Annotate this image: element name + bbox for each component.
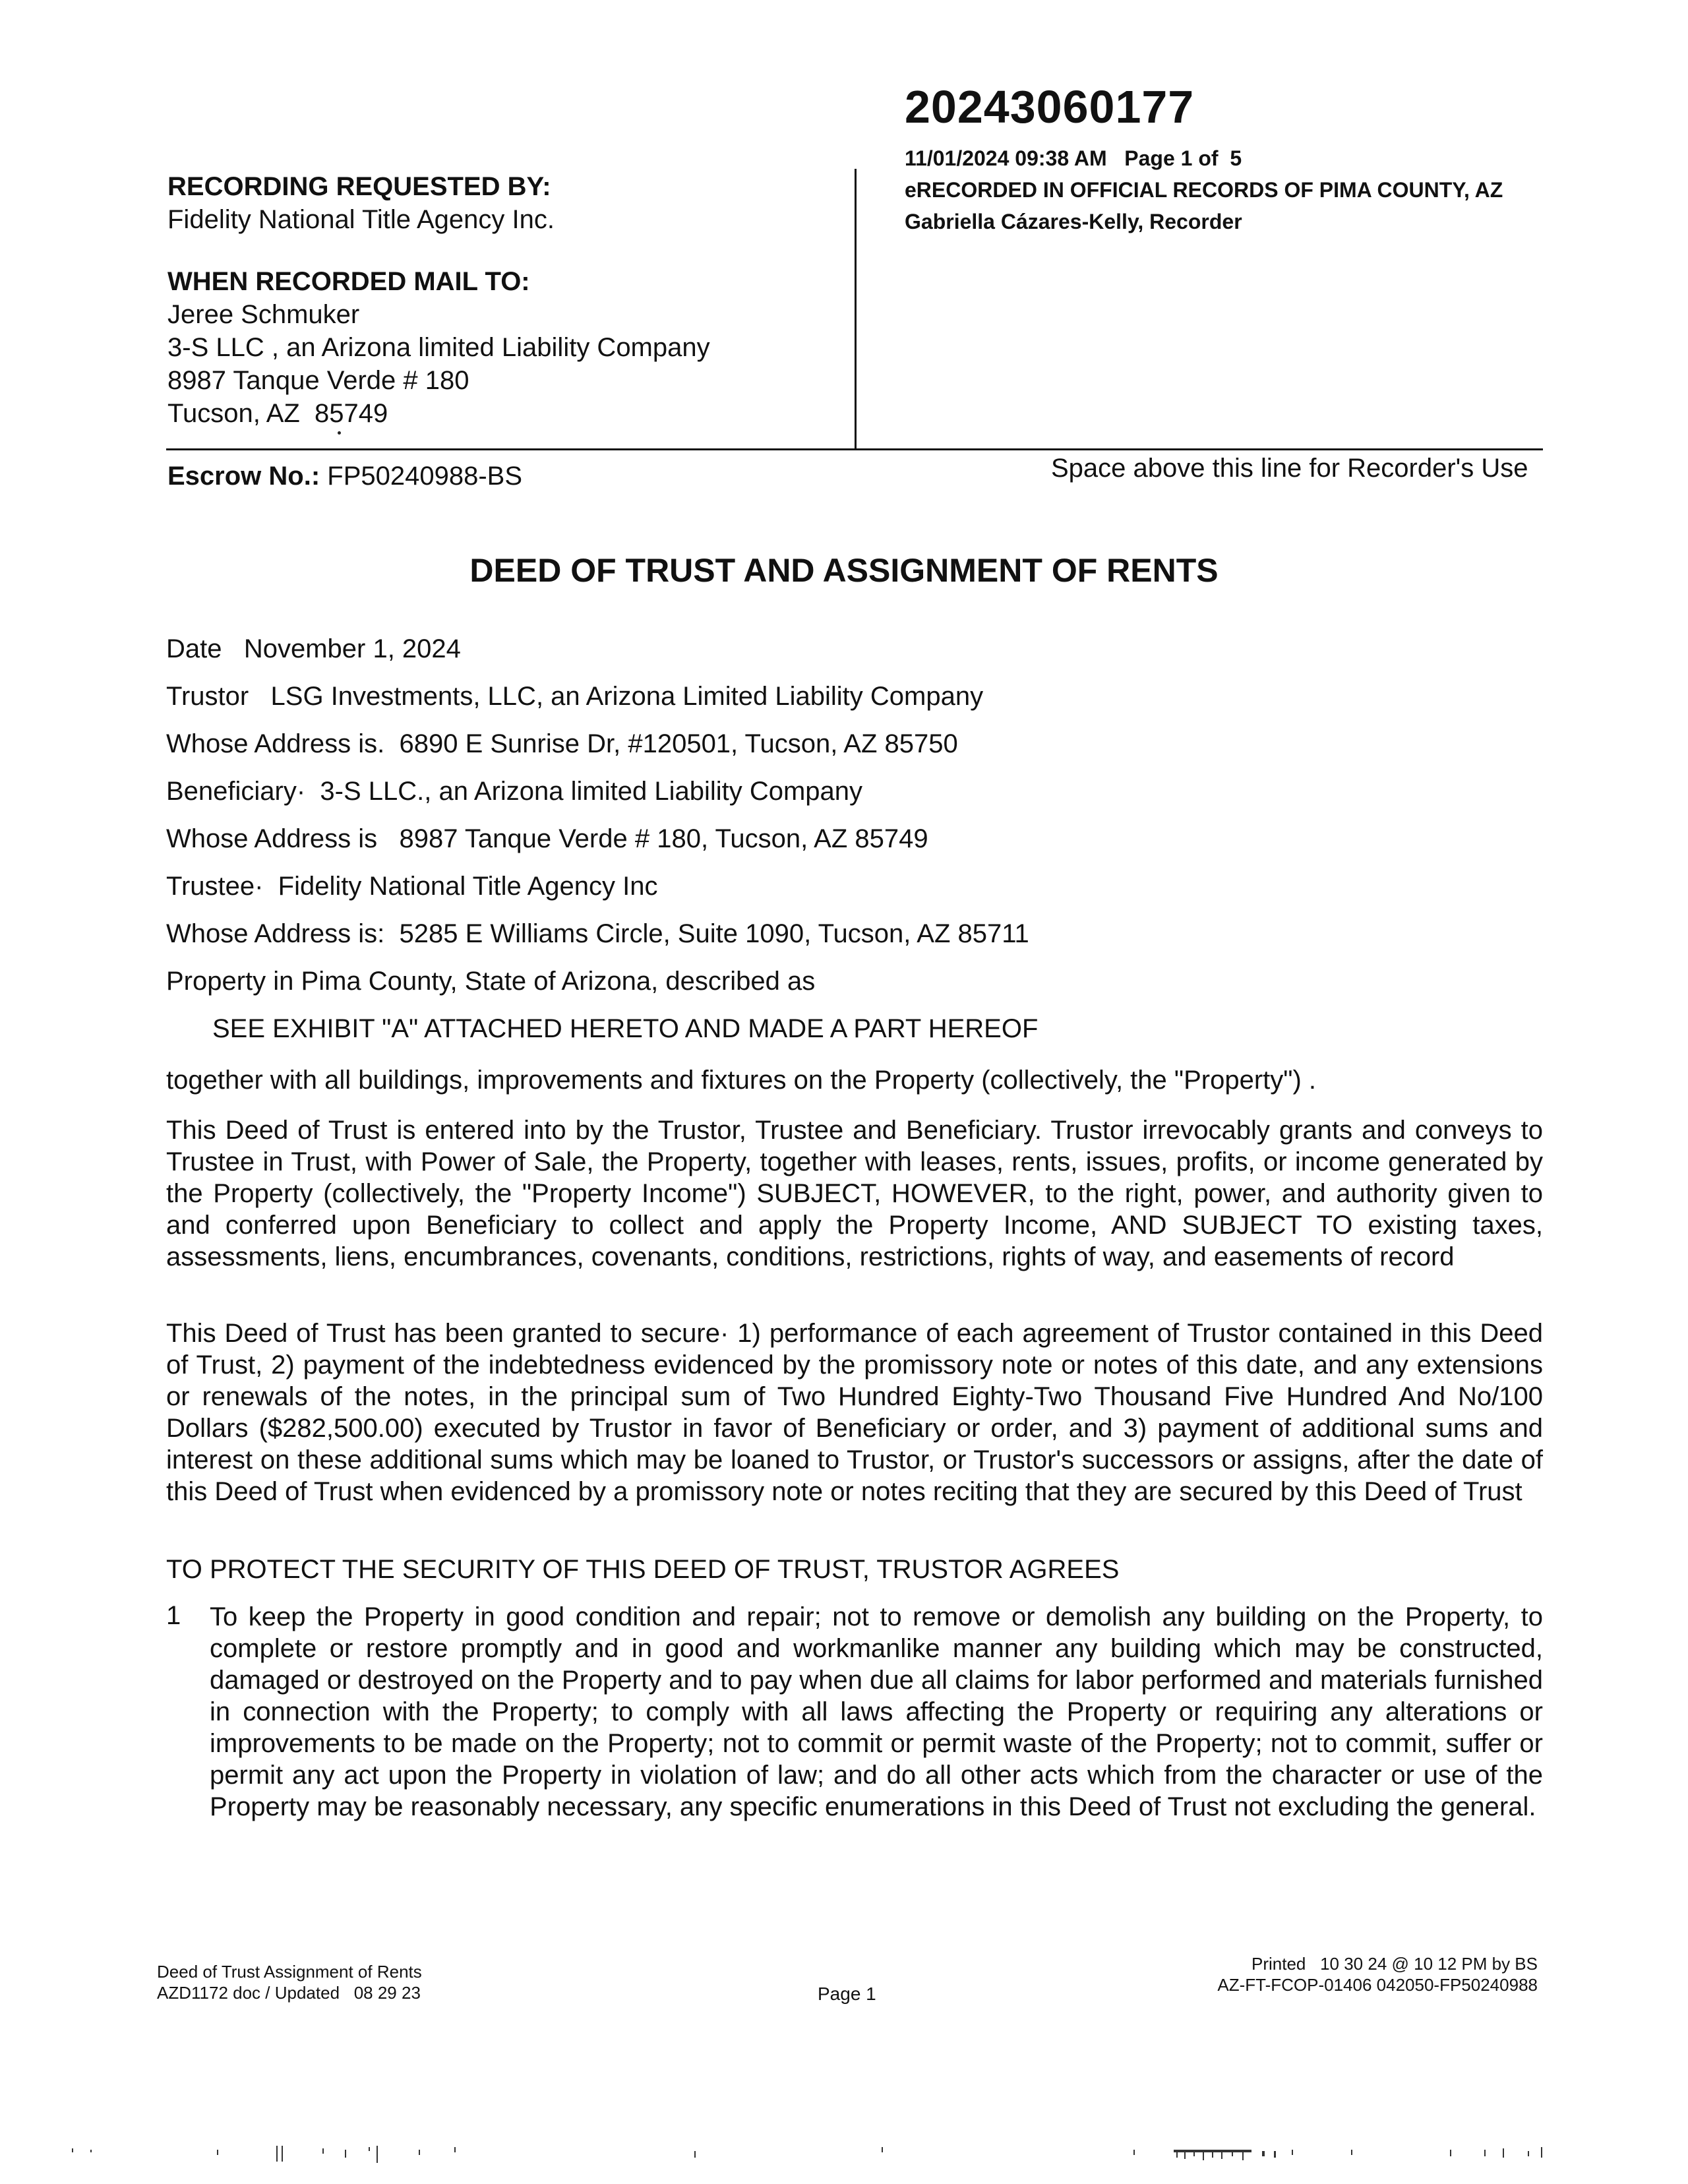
footer-page-number: Page 1 (818, 1984, 876, 2004)
requested-by-name: Fidelity National Title Agency Inc. (167, 205, 555, 234)
field-beneficiary: Beneficiary· 3-S LLC., an Arizona limited Liability Company (166, 777, 863, 806)
mail-to-line: Jeree Schmuker (167, 300, 360, 329)
header-vertical-divider (855, 169, 857, 448)
exhibit-reference: SEE EXHIBIT "A" ATTACHED HERETO AND MADE A PART HEREOF (212, 1014, 1039, 1043)
footer-form-id: AZD1172 doc / Updated 08 29 23 (157, 1983, 421, 2003)
scan-artifacts (0, 2143, 1688, 2184)
field-trustor-address: Whose Address is. 6890 E Sunrise Dr, #120501, Tucson, AZ 85750 (166, 729, 958, 758)
footer-order-id: AZ-FT-FCOP-01406 042050-FP50240988 (1217, 1975, 1538, 1995)
escrow-label: Escrow No.: (167, 462, 320, 491)
recording-number: 20243060177 (905, 81, 1195, 133)
requested-by-label: RECORDING REQUESTED BY: (167, 172, 551, 201)
footer-form-name: Deed of Trust Assignment of Rents (157, 1962, 422, 1982)
mail-to-line: 3-S LLC , an Arizona limited Liability Company (167, 333, 710, 362)
recorder-space-note: Space above this line for Recorder's Use (1051, 454, 1528, 483)
field-property-location: Property in Pima County, State of Arizona, described as (166, 967, 816, 996)
when-recorded-mail-to (167, 265, 710, 430)
item-text: To keep the Property in good condition and repair; not to remove or demolish any building on the Property, to complete or restore promptly and in good and workmanlike manner any building which may be constructed, damaged or destroyed on the Property and to pay when due all claims for labor performed and materials furnished in connection with the Property; to comply with all laws affecting the Property or requiring any alterations or improvements to be made on the Property; not to commit or permit waste of the Property; not to commit, suffer or permit any act upon the Property in violation of law; and do all other acts which from the character or use of the Property may be reasonably necessary, any specific enumerations in this Deed of Trust not excluding the general. (210, 1602, 1543, 1821)
recorder-name: Gabriella Cázares-Kelly, Recorder (905, 210, 1242, 233)
paragraph-to-protect: TO PROTECT THE SECURITY OF THIS DEED OF TRUST, TRUSTOR AGREES (166, 1555, 1120, 1584)
recording-date-pages: 11/01/2024 09:38 AM Page 1 of 5 (905, 146, 1242, 170)
item-number: 1 (166, 1601, 181, 1630)
mail-to-line: Tucson, AZ 85749 (167, 399, 388, 428)
document-title: DEED OF TRUST AND ASSIGNMENT OF RENTS (469, 552, 1219, 589)
recording-requested-by (167, 170, 555, 236)
footer-printed: Printed 10 30 24 @ 10 12 PM by BS (1251, 1954, 1538, 1974)
field-trustee: Trustee· Fidelity National Title Agency Inc (166, 872, 658, 901)
field-trustee-address: Whose Address is: 5285 E Williams Circle, Suite 1090, Tucson, AZ 85711 (166, 919, 1029, 948)
footer-right (1217, 1953, 1538, 1995)
paragraph-entered-into: This Deed of Trust is entered into by the Trustor, Trustee and Beneficiary. Trustor irrevocably grants and conveys to Trustee in Trust, with Power of Sale, the Property, together with leases, rents, issues, profits, or income generated by the Property (collectively, the "Property Income") SUBJECT, HOWEVER, to the right, power, and authority given to and conferred upon Beneficiary to collect and apply the Property Income, AND SUBJECT TO existing taxes, assessments, liens, encumbrances, covenants, conditions, restrictions, rights of way, and easements of record (166, 1116, 1543, 1271)
paragraph-together: together with all buildings, improvements and fixtures on the Property (collectively, the "Property") . (166, 1066, 1317, 1095)
mail-to-line: 8987 Tanque Verde # 180 (167, 366, 469, 395)
field-date: Date November 1, 2024 (166, 634, 461, 663)
recording-official-records: eRECORDED IN OFFICIAL RECORDS OF PIMA COUNTY, AZ (905, 178, 1503, 202)
recorder-space-divider (166, 448, 1543, 450)
field-beneficiary-address: Whose Address is 8987 Tanque Verde # 180, Tucson, AZ 85749 (166, 824, 928, 853)
paragraph-granted-to-secure: This Deed of Trust has been granted to secure· 1) performance of each agreement of Trustor contained in this Deed of Trust, 2) payment of the indebtedness evidenced by the promissory note or notes of this date, and any extensions or renewals of the notes, in the principal sum of Two Hundred Eighty-Two Thousand Five Hundred And No/100 Dollars ($282,500.00) executed by Trustor in favor of Beneficiary or order, and 3) payment of additional sums and interest on these additional sums which may be loaned to Trustor, or Trustor's successors or assigns, after the date of this Deed of Trust when evidenced by a promissory note or notes reciting that they are secured by this Deed of Trust (166, 1319, 1543, 1506)
field-trustor: Trustor LSG Investments, LLC, an Arizona Limited Liability Company (166, 682, 984, 711)
footer-left (157, 1961, 422, 2003)
mail-to-label: WHEN RECORDED MAIL TO: (167, 267, 530, 296)
stray-mark (338, 431, 341, 435)
escrow-number (167, 462, 522, 491)
escrow-value: FP50240988-BS (327, 462, 523, 491)
